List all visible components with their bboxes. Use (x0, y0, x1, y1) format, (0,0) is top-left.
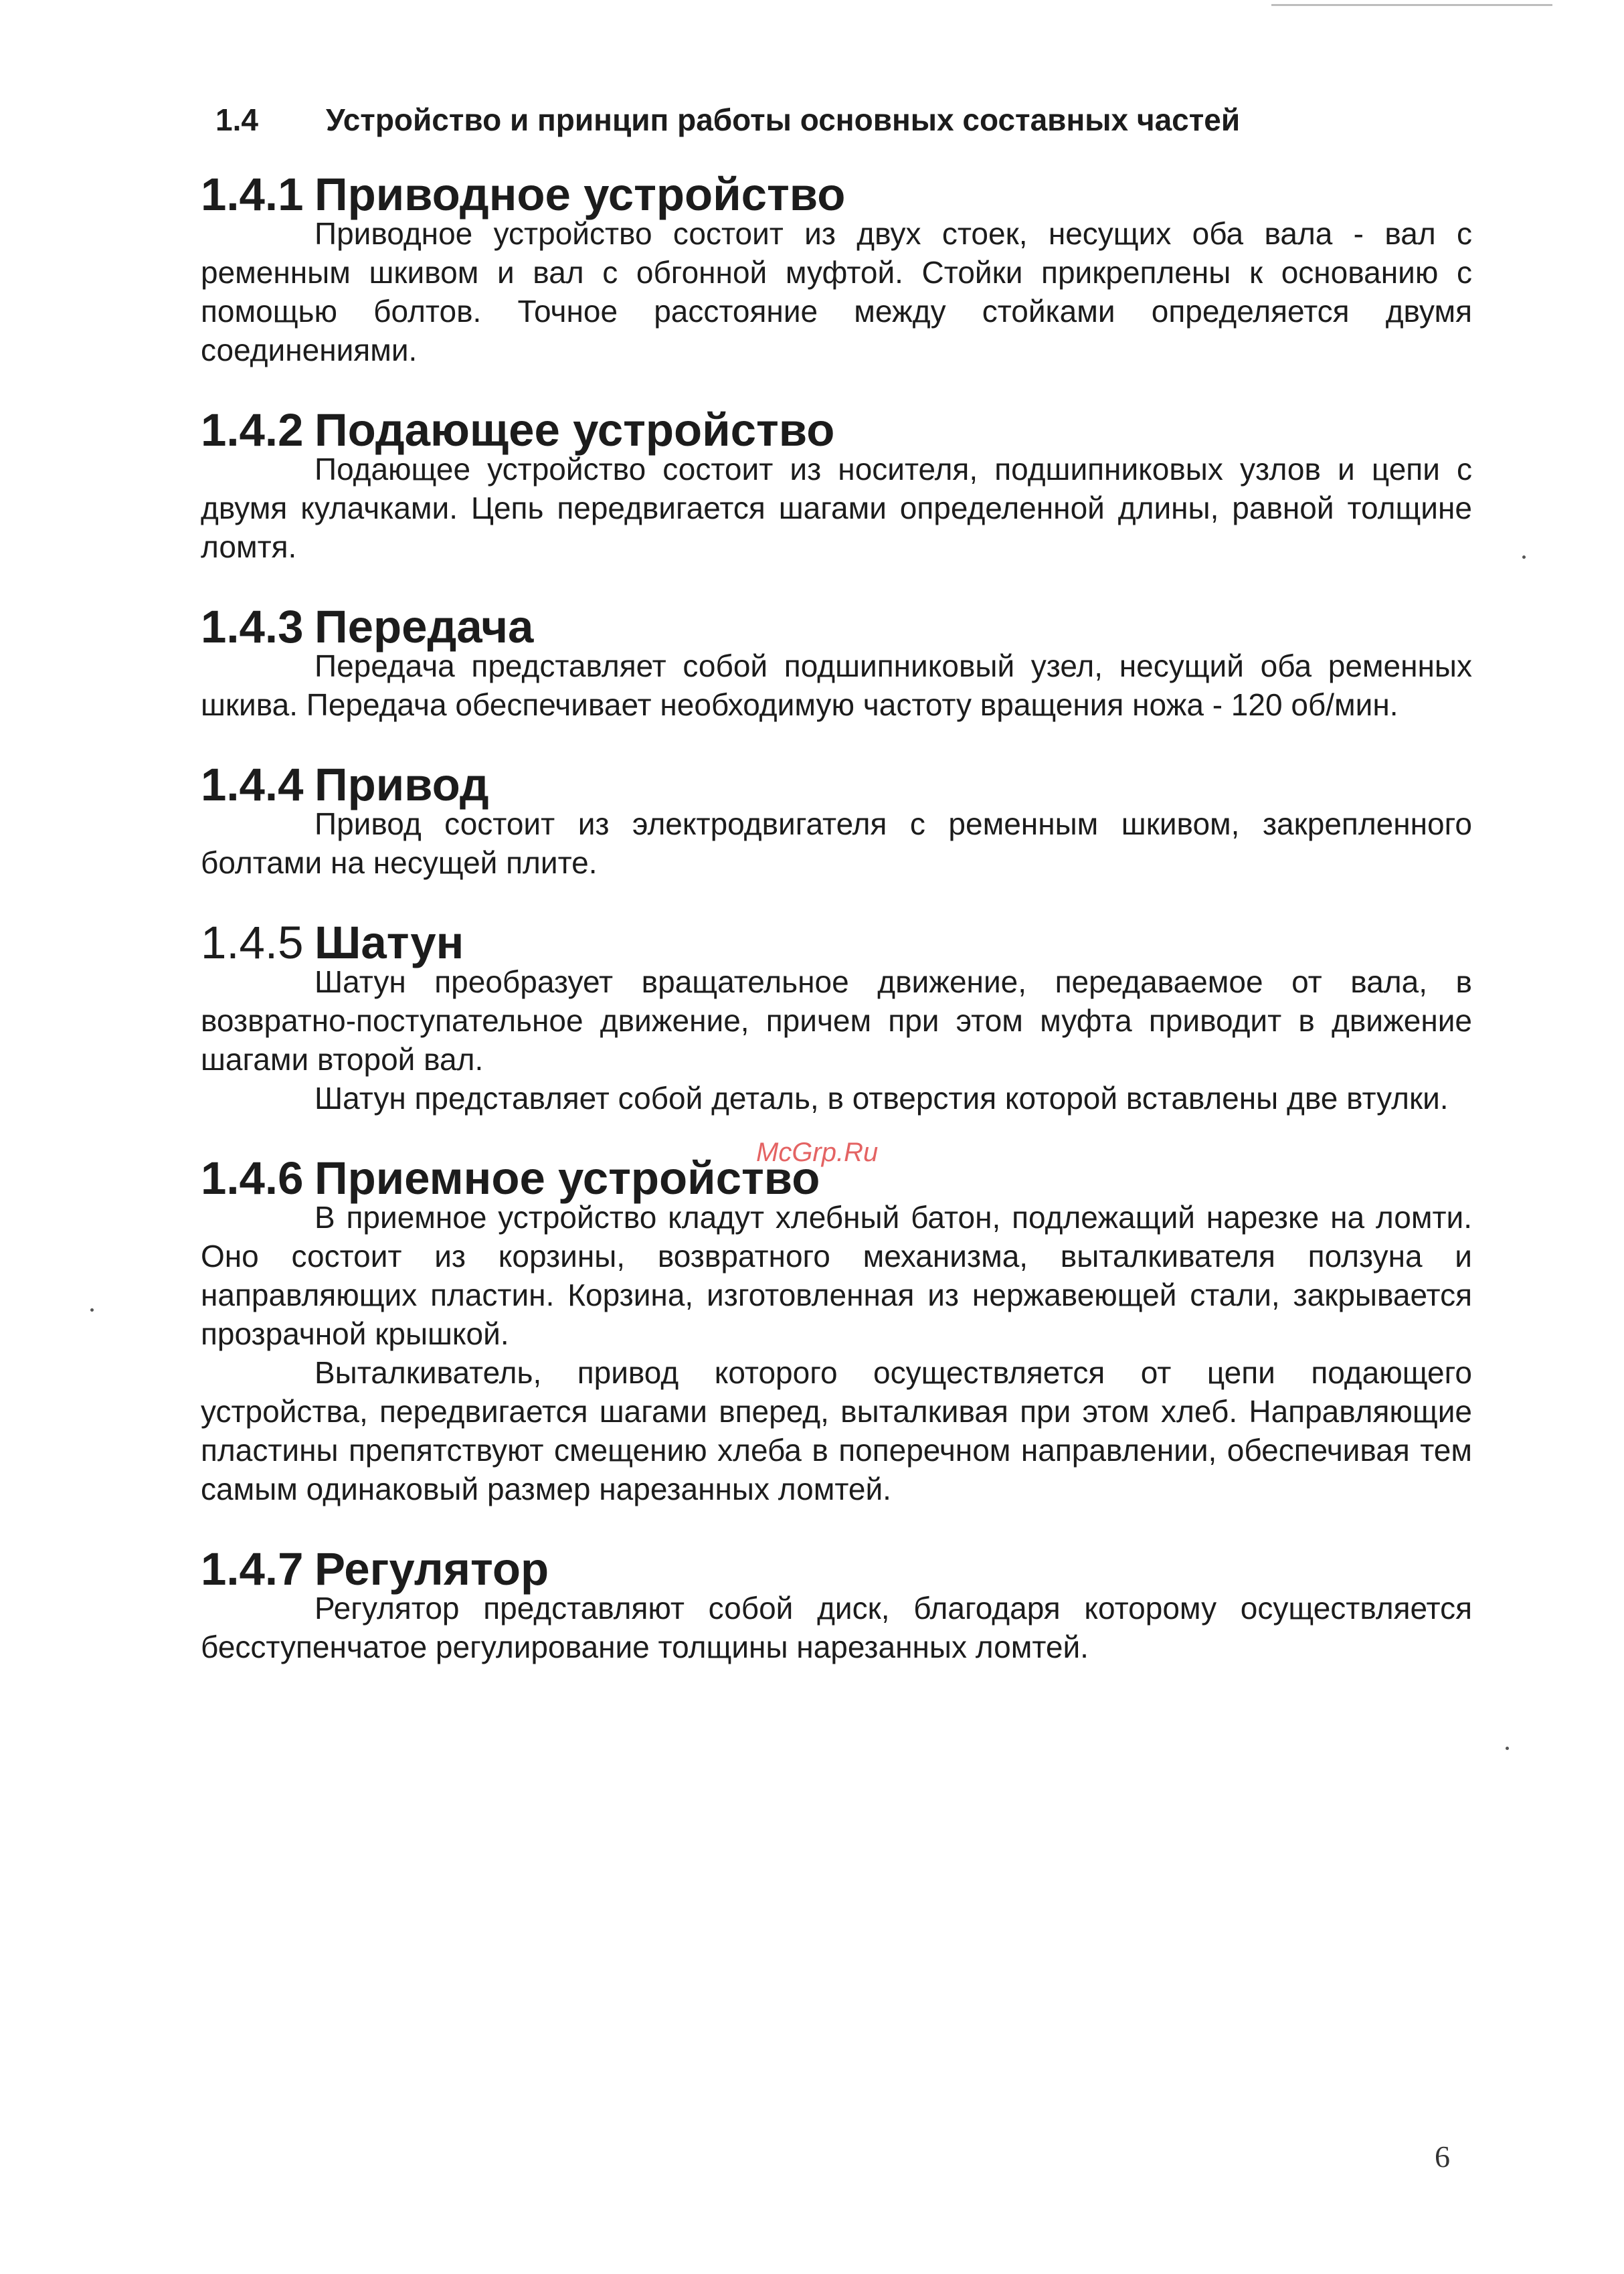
section-paragraph: Шатун представляет собой деталь, в отверстия которой вставлены две втулки. (314, 1081, 1449, 1116)
document-content (201, 100, 1472, 1708)
section-title: Подающее устройство (314, 404, 835, 456)
section-1-4-5 (201, 917, 1472, 1118)
section-paragraph: Подающее устройство состоит из носителя, подшипниковых узлов и цепи с двумя кулачками. Цепь передвигается шагами определенной длины, равной толщине ломтя. (201, 452, 1472, 564)
section-1-4-7 (201, 1543, 1472, 1666)
section-heading (201, 759, 1472, 810)
section-number: 1.4.5 (201, 917, 304, 968)
section-number: 1.4.7 (201, 1543, 304, 1595)
section-title: Шатун (314, 917, 464, 968)
section-paragraph: Привод состоит из электродвигателя с ременным шкивом, закрепленного болтами на несущей плите. (201, 806, 1472, 880)
section-number: 1.4.4 (201, 759, 304, 810)
section-title: Передача (314, 601, 534, 652)
section-paragraph: Выталкиватель, привод которого осуществляется от цепи подающего устройства, передвигается шагами вперед, выталкивая при этом хлеб. Направляющие пластины препятствуют смещению хлеба в поперечном направлении, обеспечивая тем самым одинаковый размер нарезанных ломтей. (201, 1355, 1472, 1506)
scan-speck (1506, 1747, 1509, 1750)
section-title: Регулятор (314, 1543, 549, 1595)
section-title: Приемное устройство (314, 1152, 820, 1204)
section-heading (201, 1543, 1472, 1595)
section-heading (201, 917, 1472, 968)
section-paragraph: В приемное устройство кладут хлебный батон, подлежащий нарезке на ломти. Оно состоит из корзины, возвратного механизма, выталкивателя ползуна и направляющих пластин. Корзина, изготовленная из нержавеющей стали, закрывается прозрачной крышкой. (201, 1200, 1472, 1351)
section-title: Привод (314, 759, 489, 810)
section-1-4-3 (201, 601, 1472, 724)
section-heading (201, 169, 1472, 220)
section-paragraph: Приводное устройство состоит из двух стоек, несущих оба вала - вал с ременным шкивом и вал с обгонной муфтой. Стойки прикреплены к основанию с помощью болтов. Точное расстояние между стойками определяется двумя соединениями. (201, 216, 1472, 367)
section-1-4-2 (201, 404, 1472, 566)
section-paragraph: Передача представляет собой подшипниковый узел, несущий оба ременных шкива. Передача обеспечивает необходимую частоту вращения ножа - 120 об/мин. (201, 648, 1472, 722)
section-heading (201, 601, 1472, 652)
section-paragraph: Регулятор представляют собой диск, благодаря которому осуществляется бесступенчатое регулирование толщины нарезанных ломтей. (201, 1591, 1472, 1664)
section-paragraph: Шатун преобразует вращательное движение, передаваемое от вала, в возвратно-поступательное движение, причем при этом муфта приводит в движение шагами второй вал. (201, 964, 1472, 1077)
page-number: 6 (1435, 2139, 1450, 2174)
section-number: 1.4.1 (201, 169, 304, 220)
scan-speck (90, 1308, 94, 1312)
section-1-4-4 (201, 759, 1472, 882)
main-heading-title: Устройство и принцип работы основных составных частей (326, 102, 1241, 137)
scan-edge-line (1271, 4, 1552, 6)
section-number: 1.4.2 (201, 404, 304, 456)
section-heading (201, 404, 1472, 456)
main-heading (215, 100, 1472, 139)
scan-speck (1522, 555, 1526, 559)
section-1-4-1 (201, 169, 1472, 369)
section-title: Приводное устройство (314, 169, 846, 220)
section-number: 1.4.6 (201, 1152, 304, 1204)
watermark: McGrp.Ru (756, 1138, 879, 1167)
main-heading-number: 1.4 (215, 102, 258, 137)
section-number: 1.4.3 (201, 601, 304, 652)
